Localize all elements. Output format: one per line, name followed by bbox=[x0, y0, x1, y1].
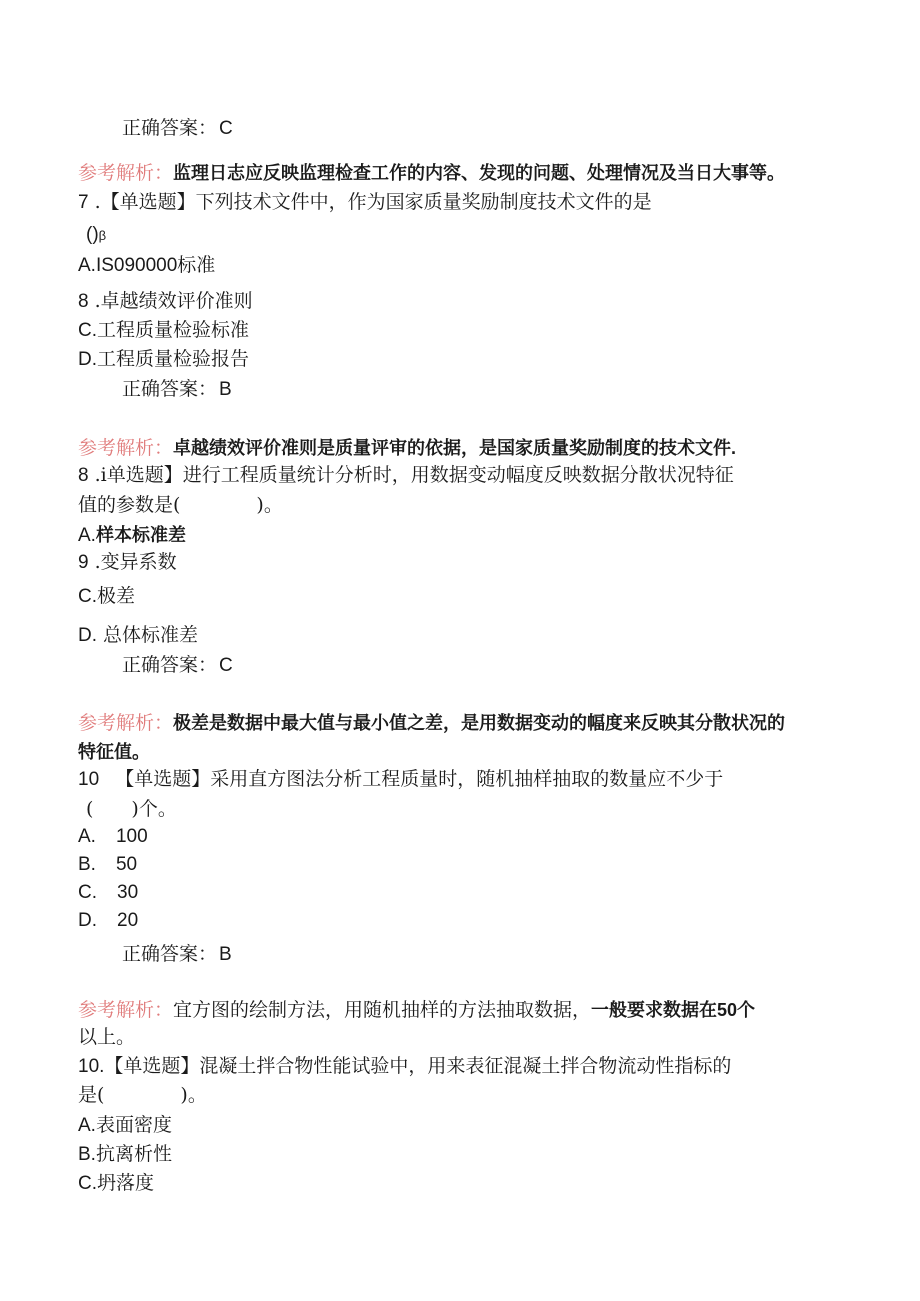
answer-line bbox=[122, 116, 233, 141]
reference-label: 参考解析： bbox=[78, 999, 174, 1021]
question-number: 10. bbox=[78, 1056, 105, 1077]
answer-value: C bbox=[219, 655, 233, 676]
option-text: 100 bbox=[115, 826, 148, 847]
option-letter: D. bbox=[78, 910, 97, 931]
option-text: 抗离析性 bbox=[95, 1143, 172, 1165]
answer-blank: () bbox=[86, 224, 99, 245]
question-number: 7 bbox=[78, 192, 89, 213]
question-text: 【单选题】采用直方图法分析工程质量时，随机抽样抽取的数量应不少于 bbox=[115, 768, 724, 790]
option-letter: A. bbox=[78, 1115, 96, 1136]
stray-glyph: β bbox=[98, 228, 107, 243]
option-text: .卓越绩效评价准则 bbox=[94, 290, 253, 312]
option-c bbox=[78, 881, 138, 905]
option-letter: A. bbox=[78, 826, 96, 847]
question-text: .【单选题】下列技术文件中，作为国家质量奖励制度技术文件的是 bbox=[94, 191, 652, 213]
option-c bbox=[78, 318, 249, 343]
reference-analysis bbox=[78, 998, 755, 1022]
question-text: .i单选题】进行工程质量统计分析时，用数据变动幅度反映数据分散状况特征 bbox=[94, 464, 734, 486]
question-stem-continued bbox=[78, 1083, 207, 1107]
question-stem bbox=[78, 190, 652, 215]
option-a bbox=[78, 825, 148, 849]
question-stem-continued bbox=[86, 797, 177, 821]
option-text: 极差 bbox=[97, 585, 136, 607]
option-a bbox=[78, 523, 186, 548]
option-text: 20 bbox=[117, 910, 139, 931]
option-a bbox=[78, 1113, 172, 1138]
option-text: 坍落度 bbox=[97, 1172, 155, 1194]
option-text: 工程质量检验报告 bbox=[97, 348, 250, 370]
reference-label: 参考解析： bbox=[78, 162, 174, 184]
option-letter: B. bbox=[78, 1144, 96, 1165]
reference-analysis-continued bbox=[78, 740, 150, 764]
option-text: 样本标准差 bbox=[95, 525, 186, 545]
question-text: 值的参数是( )。 bbox=[78, 494, 283, 516]
question-stem-continued bbox=[78, 493, 283, 517]
option-b bbox=[78, 1142, 172, 1167]
question-stem bbox=[78, 463, 734, 488]
option-d bbox=[78, 347, 249, 372]
option-text: 工程质量检验标准 bbox=[97, 319, 250, 341]
question-stem bbox=[78, 1054, 731, 1079]
question-stem-continued bbox=[86, 222, 106, 248]
option-letter: D. bbox=[78, 625, 97, 646]
answer-label: 正确答案： bbox=[122, 378, 218, 400]
reference-text: 监理日志应反映监理检查工作的内容、发现的问题、处理情况及当日大事等。 bbox=[173, 163, 786, 183]
reference-text: 宜方图的绘制方法，用随机抽样的方法抽取数据， bbox=[173, 999, 592, 1021]
option-letter: A. bbox=[78, 525, 96, 546]
option-letter: 9 bbox=[78, 552, 89, 573]
option-letter: C. bbox=[78, 320, 97, 341]
reference-label: 参考解析： bbox=[78, 437, 174, 459]
reference-label: 参考解析： bbox=[78, 712, 174, 734]
answer-line bbox=[122, 653, 233, 678]
option-text: IS090000标准 bbox=[95, 255, 216, 276]
option-letter: D. bbox=[78, 349, 97, 370]
reference-text-bold: 一般要求数据在50个 bbox=[591, 1000, 756, 1020]
option-letter: C. bbox=[78, 1173, 97, 1194]
option-b bbox=[78, 289, 253, 314]
answer-line bbox=[122, 377, 232, 402]
option-text: 50 bbox=[115, 854, 138, 875]
reference-analysis-continued bbox=[78, 1025, 135, 1049]
question-text: 【单选题】混凝土拌合物性能试验中，用来表征混凝土拌合物流动性指标的 bbox=[104, 1055, 732, 1077]
option-d bbox=[78, 909, 138, 933]
answer-value: C bbox=[219, 118, 233, 139]
reference-text: 特征值。 bbox=[78, 742, 150, 762]
option-letter: C. bbox=[78, 586, 97, 607]
option-a bbox=[78, 253, 215, 278]
question-number: 8 bbox=[78, 465, 89, 486]
option-letter: 8 bbox=[78, 291, 89, 312]
answer-value: B bbox=[219, 379, 232, 400]
answer-label: 正确答案： bbox=[122, 117, 218, 139]
question-number: 10 bbox=[78, 769, 100, 790]
answer-label: 正确答案： bbox=[122, 654, 218, 676]
option-letter: C. bbox=[78, 882, 97, 903]
option-text: 总体标准差 bbox=[103, 624, 199, 646]
option-c bbox=[78, 1171, 154, 1196]
answer-value: B bbox=[219, 944, 232, 965]
option-text: 表面密度 bbox=[95, 1114, 172, 1136]
option-d bbox=[78, 623, 198, 648]
answer-label: 正确答案： bbox=[122, 943, 218, 965]
question-stem bbox=[78, 767, 723, 792]
option-letter: A. bbox=[78, 255, 96, 276]
option-b bbox=[78, 853, 137, 877]
option-text: 30 bbox=[117, 882, 139, 903]
option-letter: B. bbox=[78, 854, 96, 875]
reference-analysis bbox=[78, 436, 736, 460]
question-text: 是( )。 bbox=[78, 1084, 207, 1106]
option-text: .变异系数 bbox=[94, 551, 177, 573]
reference-analysis bbox=[78, 711, 785, 735]
reference-text: 极差是数据中最大值与最小值之差，是用数据变动的幅度来反映其分散状况的 bbox=[173, 713, 786, 733]
reference-text: 以上。 bbox=[78, 1026, 136, 1048]
option-c bbox=[78, 584, 135, 609]
answer-line bbox=[122, 942, 232, 967]
question-text: ( )个。 bbox=[86, 798, 177, 820]
option-b bbox=[78, 550, 177, 575]
reference-analysis bbox=[78, 161, 785, 185]
reference-text: 卓越绩效评价准则是质量评审的依据，是国家质量奖励制度的技术文件. bbox=[173, 438, 737, 458]
